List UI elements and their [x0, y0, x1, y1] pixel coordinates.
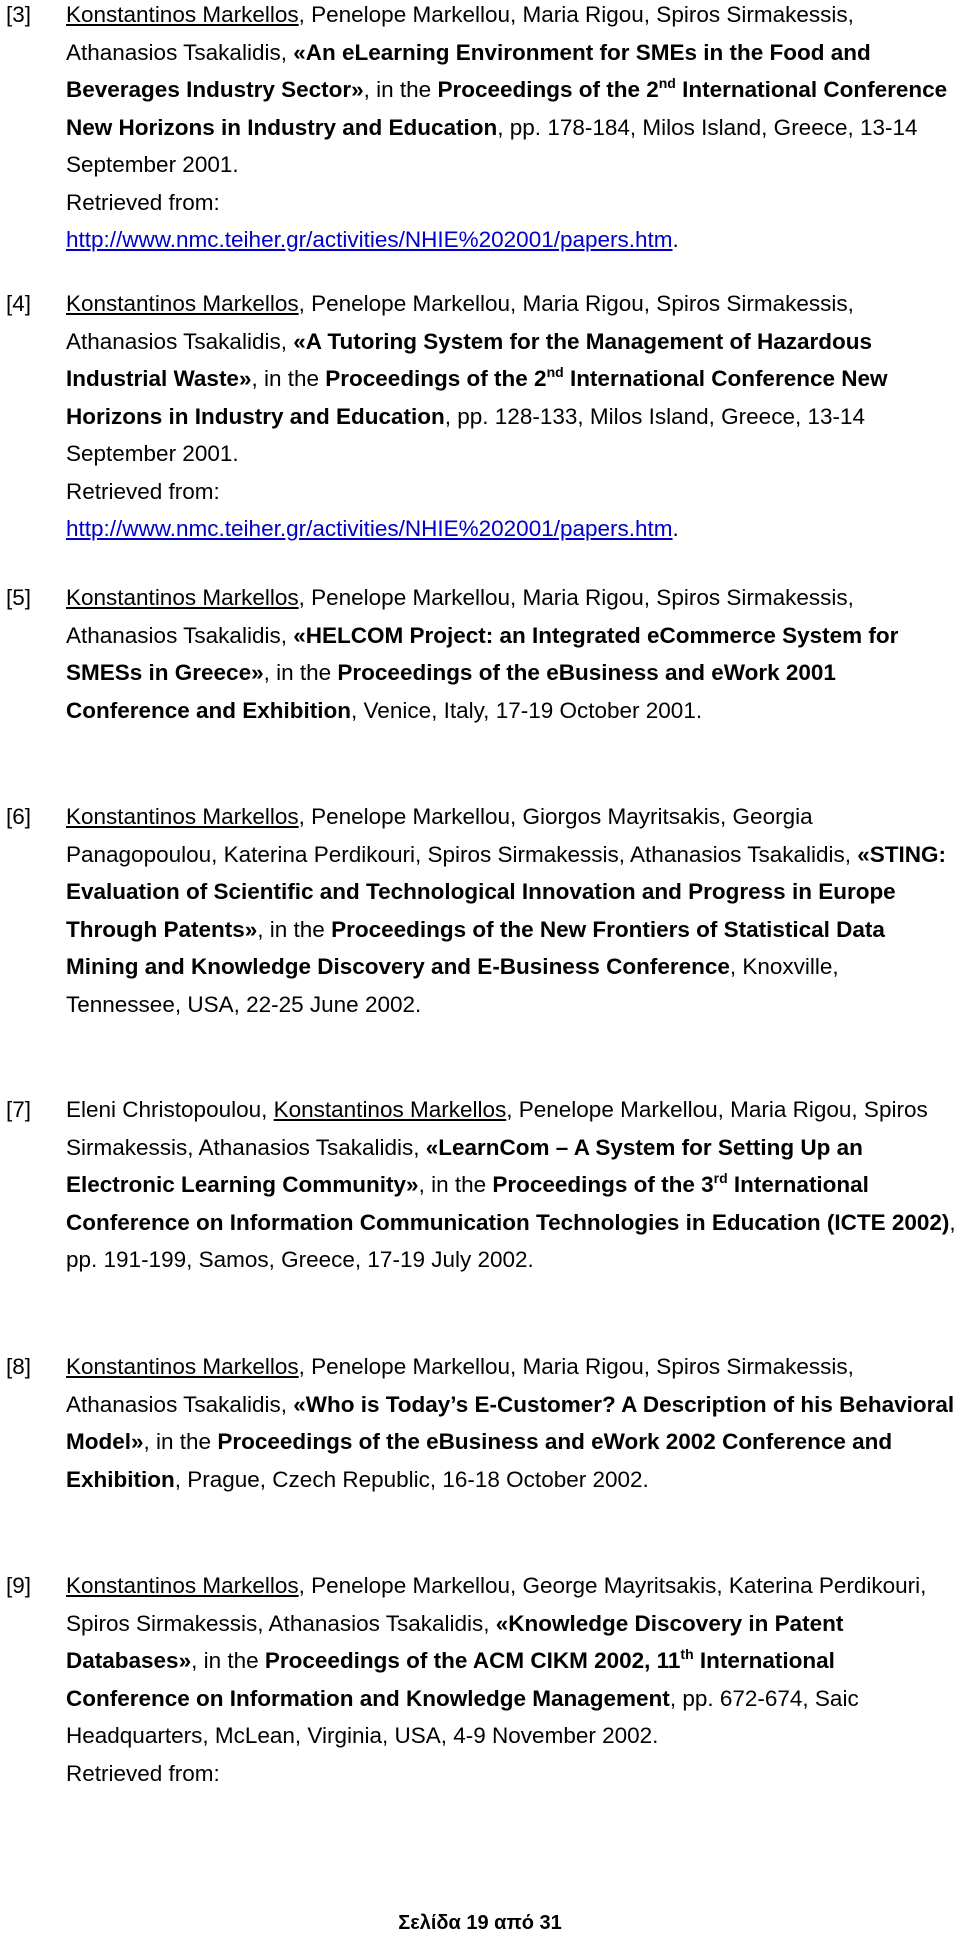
- author-highlight: Konstantinos Markellos: [66, 1354, 299, 1379]
- in-the: , in the: [257, 916, 332, 942]
- venue: Proceedings of the eBusiness and eWork 2002 Conference and Exhibition: [66, 1429, 893, 1492]
- authors-lead: Eleni Christopoulou,: [66, 1097, 274, 1122]
- details: , Venice, Italy, 17-19 October 2001.: [351, 697, 703, 723]
- link-period: .: [672, 516, 679, 541]
- in-the: , in the: [191, 1648, 265, 1673]
- venue-text: Proceedings of the 3: [492, 1172, 714, 1197]
- venue-text: Proceedings of the 2: [437, 77, 659, 102]
- author-highlight: Konstantinos Markellos: [66, 291, 299, 316]
- author-highlight: Konstantinos Markellos: [273, 1097, 507, 1122]
- reference-number: [7]: [6, 1097, 32, 1122]
- authors: , Penelope Markellou, Maria Rigou, Spiros Sirmakessis, Athanasios Tsakalidis,: [66, 1097, 928, 1160]
- reference-number: [4]: [6, 291, 32, 316]
- reference-number: [9]: [6, 1573, 32, 1598]
- reference-text: [66, 798, 956, 1023]
- reference-text: [66, 579, 956, 729]
- in-the: , in the: [143, 1429, 218, 1454]
- in-the: , in the: [363, 77, 438, 102]
- venue-text: Proceedings of the 2: [325, 366, 547, 391]
- authors: , Penelope Markellou, Maria Rigou, Spiros Sirmakessis, Athanasios Tsakalidis,: [66, 1354, 854, 1417]
- details: , pp. 672-674, Saic Headquarters, McLean, Virginia, USA, 4-9 November 2002.: [66, 1685, 859, 1748]
- venue-superscript: rd: [713, 1169, 728, 1186]
- paper-title: «LearnCom – A System for Setting Up an Electronic Learning Community»: [66, 1134, 863, 1197]
- retrieved-label: Retrieved from:: [66, 478, 220, 504]
- reference-text: [66, 285, 956, 548]
- paper-title: «An eLearning Environment for SMEs in the Food and Beverages Industry Sector»: [66, 39, 871, 102]
- venue-text-end: International Conference on Information Communication Technologies in Education (ICTE 2002): [66, 1172, 950, 1235]
- in-the: , in the: [251, 366, 326, 391]
- author-highlight: Konstantinos Markellos: [66, 2, 299, 27]
- author-highlight: Konstantinos Markellos: [66, 1573, 299, 1598]
- paper-title: «HELCOM Project: an Integrated eCommerce System for SMESs in Greece»: [66, 622, 899, 685]
- authors: , Penelope Markellou, George Mayritsakis, Katerina Perdikouri, Spiros Sirmakessis, Athanasios Tsakalidis,: [66, 1573, 927, 1636]
- page-number-footer: Σελίδα 19 από 31: [398, 1912, 562, 1934]
- authors: , Penelope Markellou, Maria Rigou, Spiros Sirmakessis, Athanasios Tsakalidis,: [66, 2, 854, 65]
- paper-title: «A Tutoring System for the Management of Hazardous Industrial Waste»: [66, 328, 873, 391]
- venue-superscript: nd: [546, 363, 564, 380]
- details: , pp. 128-133, Milos Island, Greece, 13-14 September 2001.: [66, 403, 866, 466]
- details: , pp. 178-184, Milos Island, Greece, 13-14 September 2001.: [66, 114, 918, 177]
- reference-number: [6]: [6, 804, 32, 829]
- venue: Proceedings of the New Frontiers of Statistical Data Mining and Knowledge Discovery and E-Business Conference: [66, 916, 885, 979]
- paper-title: «Knowledge Discovery in Patent Databases»: [66, 1610, 844, 1673]
- authors: , Penelope Markellou, Giorgos Mayritsakis, Georgia Panagopoulou, Katerina Perdikouri, Spiros Sirmakessis, Athanasios Tsakalidis,: [66, 804, 858, 867]
- paper-title: «STING: Evaluation of Scientific and Technological Innovation and Progress in Europe Through Patents»: [66, 841, 947, 942]
- authors: , Penelope Markellou, Maria Rigou, Spiros Sirmakessis, Athanasios Tsakalidis,: [66, 585, 854, 648]
- authors: , Penelope Markellou, Maria Rigou, Spiros Sirmakessis, Athanasios Tsakalidis,: [66, 291, 854, 354]
- retrieved-label: Retrieved from:: [66, 1760, 220, 1786]
- in-the: , in the: [418, 1172, 493, 1197]
- details: , pp. 191-199, Samos, Greece, 17-19 July 2002.: [66, 1209, 956, 1272]
- venue-text-end: International Conference New Horizons in Industry and Education: [66, 366, 888, 429]
- author-highlight: Konstantinos Markellos: [66, 804, 299, 829]
- reference-text: [66, 1091, 956, 1279]
- venue-text-end: International Conference on Information and Knowledge Management: [66, 1648, 835, 1711]
- reference-text: [66, 0, 956, 259]
- in-the: , in the: [263, 660, 338, 685]
- reference-number: [8]: [6, 1354, 32, 1379]
- reference-text: [66, 1567, 956, 1792]
- paper-title: «Who is Today’s E-Customer? A Description of his Behavioral Model»: [66, 1391, 955, 1454]
- venue: Proceedings of the eBusiness and eWork 2001 Conference and Exhibition: [66, 660, 836, 723]
- venue-superscript: nd: [658, 74, 676, 91]
- details: , Prague, Czech Republic, 16-18 October 2002.: [174, 1466, 649, 1492]
- venue-superscript: th: [680, 1645, 694, 1662]
- author-highlight: Konstantinos Markellos: [66, 585, 299, 610]
- reference-number: [3]: [6, 2, 32, 27]
- link-period: .: [672, 227, 679, 252]
- venue-text: Proceedings of the ACM CIKM 2002, 11: [264, 1648, 681, 1673]
- source-link[interactable]: http://www.nmc.teiher.gr/activities/NHIE%202001/papers.htm: [66, 227, 673, 252]
- reference-text: [66, 1348, 956, 1498]
- retrieved-label: Retrieved from:: [66, 189, 220, 215]
- venue-text-end: International Conference New Horizons in Industry and Education: [66, 77, 948, 140]
- source-link[interactable]: http://www.nmc.teiher.gr/activities/NHIE%202001/papers.htm: [66, 516, 673, 541]
- reference-number: [5]: [6, 585, 32, 610]
- details: , Knoxville, Tennessee, USA, 22-25 June 2002.: [66, 954, 839, 1017]
